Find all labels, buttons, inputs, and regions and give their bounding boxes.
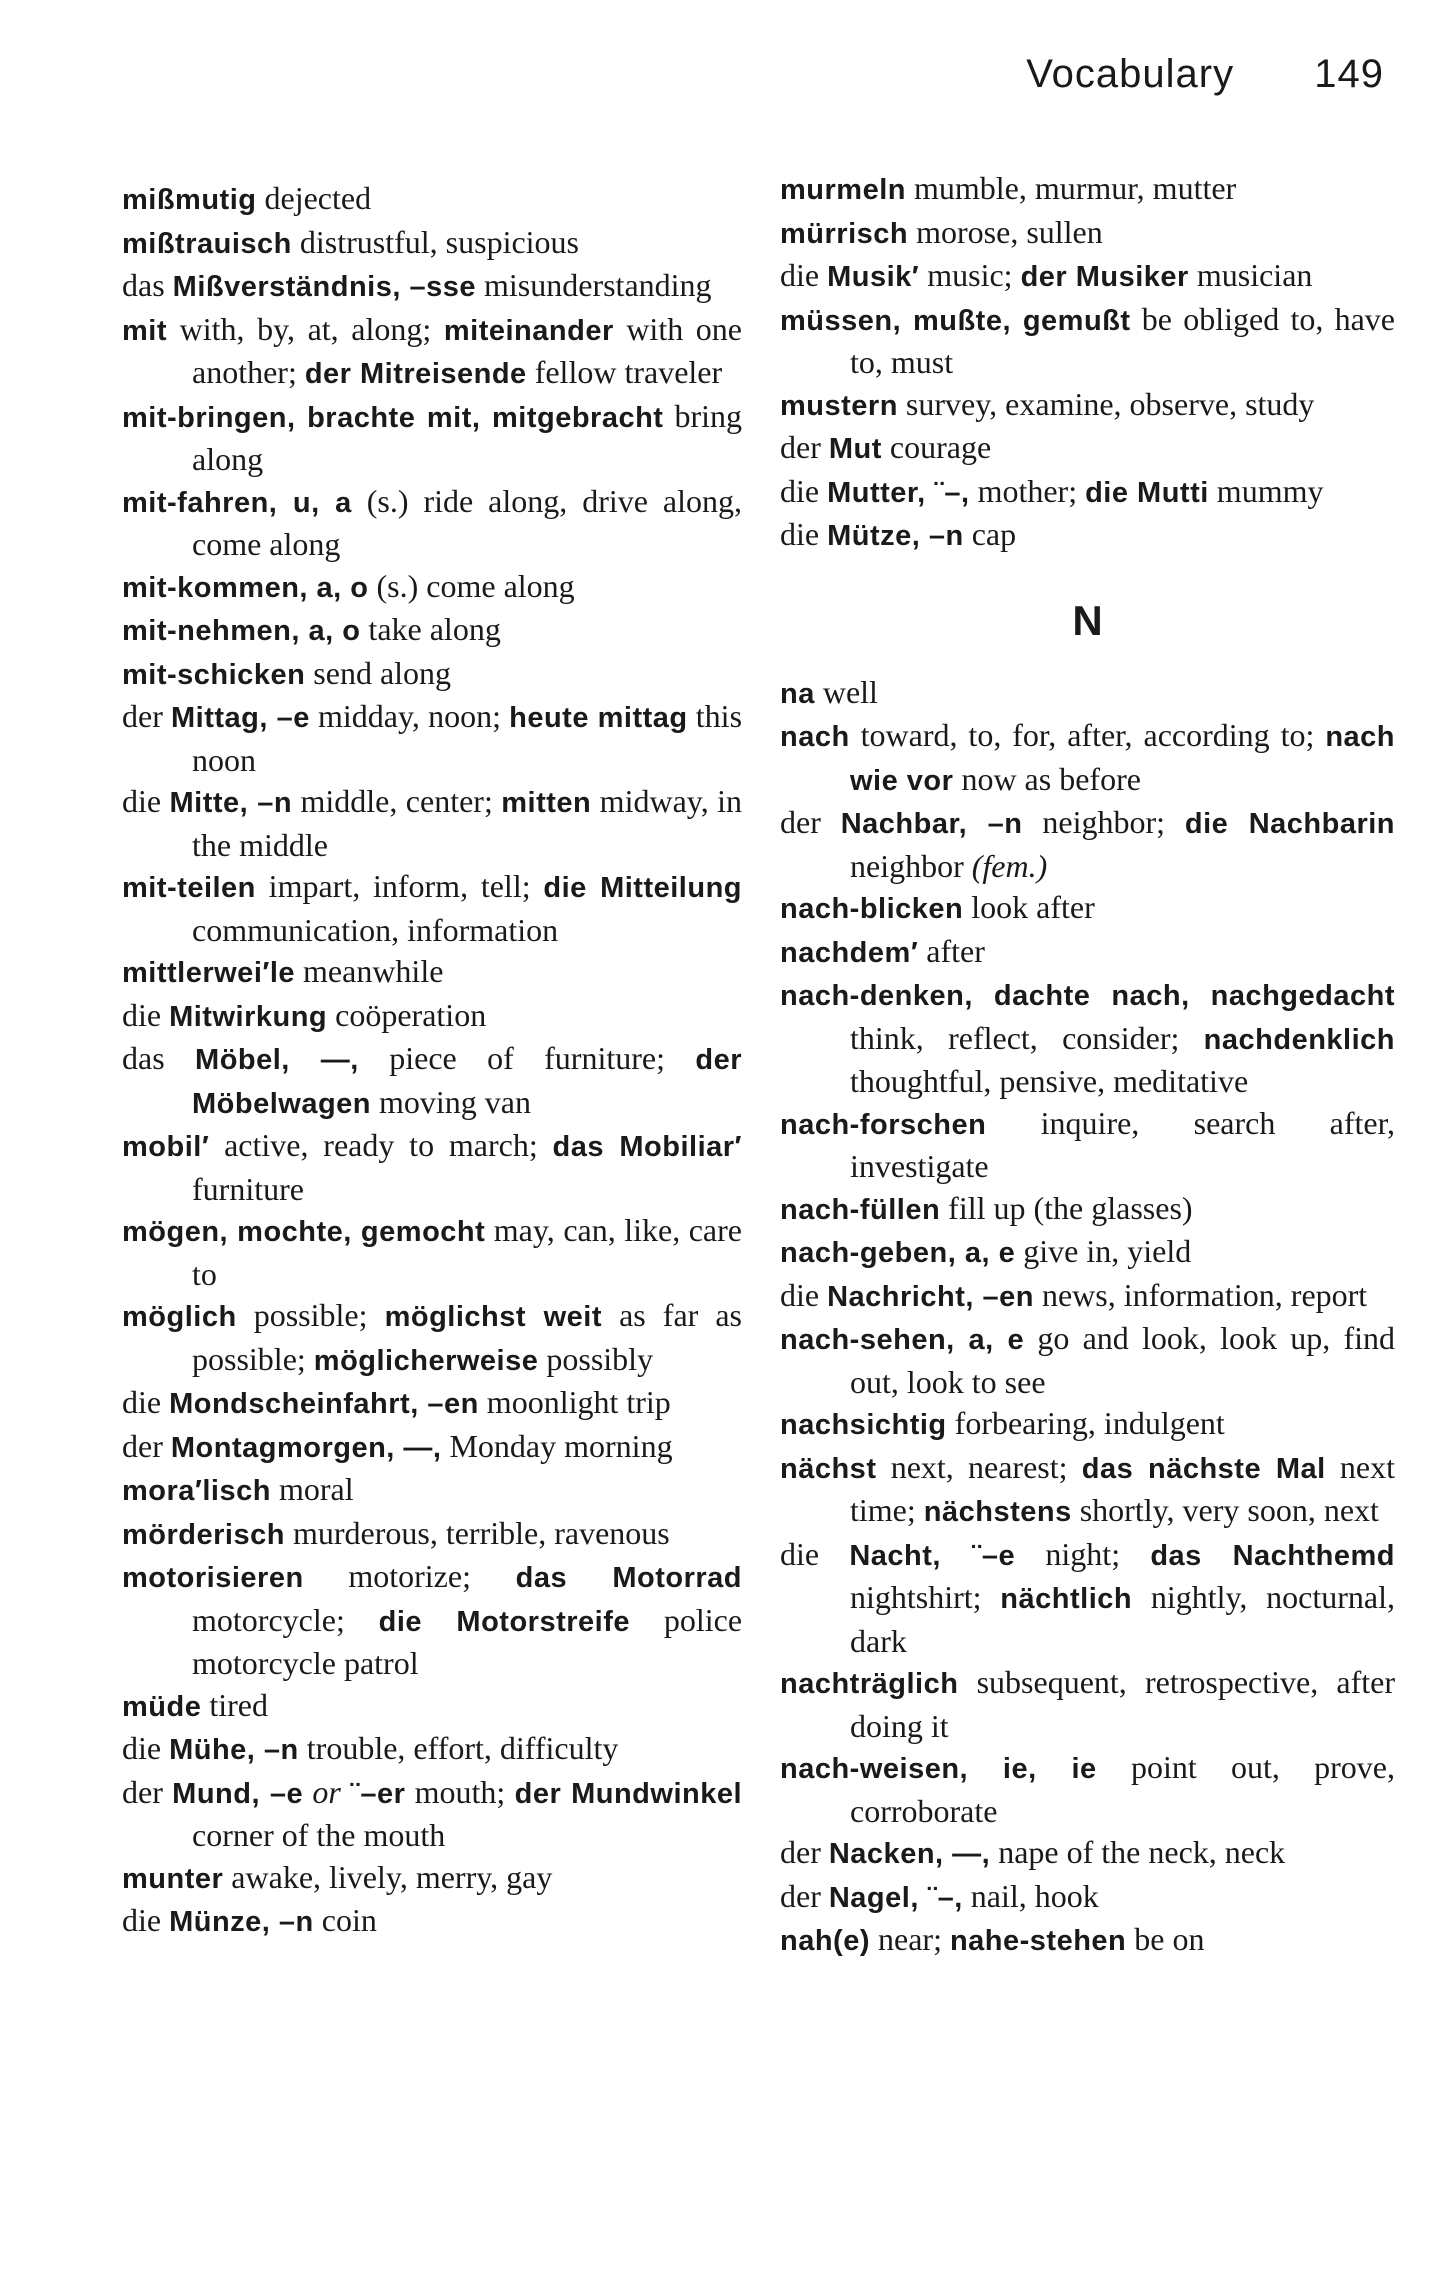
gloss-text: mummy	[1208, 472, 1324, 509]
headword: der Möbelwagen	[192, 1044, 742, 1120]
headword: nachdem′	[780, 936, 919, 969]
gloss-text: morose, sullen	[908, 213, 1103, 250]
running-header	[1026, 52, 1384, 97]
headword: das Motorrad	[515, 1562, 742, 1594]
headword: murmeln	[780, 174, 906, 206]
headword: nächtlich	[1000, 1583, 1133, 1615]
gloss-text: inquire, search after, investigate	[850, 1104, 1395, 1184]
headword: nah(e)	[780, 1925, 870, 1957]
headword: Mitwirkung	[169, 1000, 328, 1033]
gloss-text: possible;	[236, 1297, 385, 1333]
vocab-entry	[122, 1382, 742, 1426]
gloss-text: point out, prove, corroborate	[850, 1749, 1396, 1829]
gloss-text: cap	[963, 516, 1017, 552]
gloss-text: give in, yield	[1015, 1233, 1192, 1269]
headword: mit-schicken	[122, 658, 306, 691]
headword: Mut	[828, 433, 882, 465]
headword: Mund, –e	[172, 1777, 304, 1810]
headword: nach wie vor	[850, 721, 1395, 797]
headword: mitten	[501, 787, 592, 819]
gloss-text: awake, lively, merry, gay	[223, 1858, 553, 1895]
gloss-text: fill up (the glasses)	[940, 1189, 1193, 1226]
headword: nachträglich	[780, 1668, 959, 1700]
vocab-entry	[122, 566, 742, 610]
headword: die Mitteilung	[543, 872, 742, 904]
gloss-text: thoughtful, pensive, meditative	[850, 1063, 1249, 1099]
vocab-entry	[122, 1469, 742, 1513]
italic-note: or	[303, 1773, 351, 1810]
gloss-text: coin	[313, 1902, 377, 1938]
vocab-entry	[122, 222, 742, 266]
gloss-text: neighbor;	[1022, 804, 1185, 840]
gloss-text: now as before	[953, 760, 1141, 797]
gloss-text: think, reflect, consider;	[850, 1019, 1204, 1056]
headword: nachdenklich	[1203, 1023, 1395, 1056]
vocab-entry	[122, 951, 742, 995]
page-number: 149	[1314, 52, 1384, 96]
gloss-text: der	[122, 1427, 171, 1464]
gloss-text: der	[780, 804, 841, 840]
headword: mögen, mochte, gemocht	[122, 1216, 486, 1248]
headword: munter	[122, 1862, 224, 1895]
gloss-text: moral	[270, 1471, 354, 1507]
gloss-text: communication, information	[192, 911, 559, 948]
headword: miteinander	[443, 314, 614, 347]
vocab-entry	[122, 781, 742, 866]
headword: nach	[780, 721, 850, 753]
gloss-text: (s.) come along	[368, 567, 575, 604]
headword: Mühe, –n	[169, 1734, 299, 1766]
gloss-text: may, can, like, care to	[192, 1212, 742, 1292]
headword: Musik′	[827, 261, 920, 293]
gloss-text: das	[122, 267, 173, 303]
gloss-text: with one another;	[192, 310, 743, 390]
vocab-entry	[122, 995, 742, 1039]
vocab-entry	[780, 1403, 1395, 1447]
gloss-text: furniture	[192, 1170, 304, 1207]
vocab-entry	[122, 1038, 742, 1125]
headword: das Nachthemd	[1150, 1539, 1395, 1572]
gloss-text: fellow traveler	[526, 354, 723, 390]
headword: Nachbar, –n	[840, 808, 1023, 840]
gloss-text: die	[122, 1384, 170, 1420]
headword: na	[780, 677, 815, 710]
gloss-text: next time;	[850, 1448, 1396, 1528]
gloss-text: trouble, effort, difficulty	[298, 1730, 619, 1766]
gloss-text: die	[780, 472, 828, 509]
vocab-entry	[780, 1662, 1395, 1747]
headword: Mütze, –n	[827, 520, 964, 552]
headword: möglicherweise	[313, 1344, 539, 1377]
gloss-text: die	[780, 1276, 828, 1313]
vocab-entry	[122, 1685, 742, 1729]
gloss-text: shortly, very soon, next	[1071, 1492, 1379, 1528]
header-title: Vocabulary	[1026, 52, 1235, 96]
gloss-text: as far as possible;	[192, 1297, 743, 1377]
headword: das Mobiliar′	[552, 1131, 742, 1163]
vocab-entry	[780, 1103, 1395, 1188]
gloss-text: mumble, murmur, mutter	[905, 170, 1237, 206]
vocab-entry	[780, 384, 1395, 428]
headword: mora′lisch	[122, 1475, 271, 1507]
vocab-entry	[122, 309, 742, 396]
vocab-entry	[780, 1318, 1395, 1403]
gloss-text: bring along	[192, 397, 743, 477]
headword: heute mittag	[509, 702, 688, 734]
vocab-entry	[122, 1772, 742, 1857]
vocab-entry	[122, 1295, 742, 1382]
gloss-text: be obliged to, have to, must	[850, 300, 1396, 380]
gloss-text: take along	[360, 611, 501, 647]
gloss-text: police motorcycle patrol	[192, 1601, 743, 1681]
headword: die Nachbarin	[1184, 808, 1396, 840]
headword: das nächste Mal	[1081, 1452, 1326, 1485]
vocab-entry	[780, 1832, 1395, 1876]
headword: möglichst weit	[384, 1301, 603, 1333]
vocab-entry	[122, 1125, 742, 1210]
gloss-text: meanwhile	[295, 953, 444, 989]
italic-note: (fem.)	[971, 847, 1048, 884]
gloss-text: nightshirt;	[850, 1579, 1001, 1615]
headword: mobil′	[122, 1131, 210, 1163]
headword: nahe-stehen	[949, 1925, 1127, 1957]
gloss-text: der	[780, 1877, 829, 1914]
vocab-entry	[122, 1556, 742, 1685]
gloss-text: der	[780, 429, 829, 465]
gloss-text: midday, noon;	[309, 698, 510, 734]
vocab-entry	[780, 1534, 1395, 1663]
right-column	[780, 168, 1395, 1963]
gloss-text: moving van	[371, 1083, 531, 1120]
vocab-entry	[780, 212, 1395, 256]
headword: nach-sehen, a, e	[780, 1324, 1025, 1356]
vocab-entry	[780, 802, 1395, 887]
headword: mißmutig	[122, 184, 257, 216]
headword: mit	[122, 314, 167, 347]
headword: mustern	[780, 389, 898, 422]
vocab-entry	[122, 696, 742, 781]
gloss-text: der	[122, 698, 171, 734]
headword: Mitte, –n	[169, 787, 293, 819]
gloss-text: go and look, look up, find out, look to see	[850, 1320, 1395, 1400]
vocab-entry	[780, 1231, 1395, 1275]
gloss-text: nightly, nocturnal, dark	[850, 1579, 1396, 1659]
gloss-text: die	[780, 257, 828, 293]
headword: mit-bringen, brachte mit, mitgebracht	[122, 401, 664, 434]
gloss-text: die	[122, 1730, 170, 1766]
headword: die Mutti	[1085, 476, 1209, 509]
gloss-text: motorcycle;	[192, 1601, 379, 1638]
headword: Mondscheinfahrt, –en	[169, 1388, 479, 1420]
gloss-text: motorize;	[303, 1558, 516, 1594]
vocab-entry	[780, 1747, 1395, 1832]
gloss-text: subsequent, retrospective, after doing it	[850, 1664, 1395, 1744]
headword: mit-nehmen, a, o	[122, 615, 361, 647]
gloss-text: der	[122, 1773, 173, 1810]
vocab-entry	[780, 1275, 1395, 1319]
gloss-text: impart, inform, tell;	[255, 868, 544, 904]
headword: mit-kommen, a, o	[122, 571, 369, 604]
gloss-text: active, ready to march;	[209, 1127, 553, 1163]
headword: Münze, –n	[169, 1906, 314, 1938]
vocab-entry	[780, 427, 1395, 471]
gloss-text: next, nearest;	[876, 1448, 1082, 1485]
gloss-text: corner of the mouth	[192, 1817, 446, 1853]
gloss-text: news, information, report	[1033, 1276, 1368, 1313]
gloss-text: midway, in the middle	[192, 783, 742, 863]
vocab-entry	[780, 931, 1395, 975]
vocab-entry	[780, 672, 1395, 716]
gloss-text: middle, center;	[292, 783, 502, 819]
headword: Möbel, —,	[195, 1044, 359, 1076]
vocab-entry	[780, 299, 1395, 384]
vocab-entry	[122, 653, 742, 697]
vocab-entry	[122, 1857, 742, 1901]
headword: mürrisch	[780, 217, 909, 250]
gloss-text: mouth;	[405, 1773, 515, 1810]
headword: nach-forschen	[780, 1108, 987, 1141]
headword: Nagel, ¨–,	[828, 1881, 963, 1914]
gloss-text: near;	[870, 1921, 950, 1957]
gloss-text: die	[780, 1535, 850, 1572]
gloss-text: mother;	[969, 472, 1086, 509]
right-column-bottom-entries	[780, 672, 1395, 1963]
headword: nach-füllen	[780, 1193, 941, 1226]
headword: nachsichtig	[780, 1409, 947, 1441]
gloss-text: this noon	[192, 698, 743, 778]
headword: mißtrauisch	[122, 227, 292, 260]
headword: motorisieren	[122, 1562, 304, 1594]
gloss-text: das	[122, 1040, 196, 1076]
gloss-text: music;	[919, 257, 1021, 293]
headword: nach-blicken	[780, 893, 964, 925]
vocab-entry	[122, 1900, 742, 1944]
gloss-text: neighbor	[850, 847, 972, 884]
gloss-text: courage	[881, 429, 992, 465]
headword: Nachricht, –en	[827, 1280, 1034, 1313]
gloss-text: possibly	[538, 1340, 654, 1377]
vocab-entry	[122, 609, 742, 653]
gloss-text: musician	[1188, 257, 1313, 293]
vocab-entry	[122, 396, 742, 481]
headword: nächst	[780, 1452, 877, 1485]
headword: die Motorstreife	[378, 1605, 631, 1638]
vocab-entry	[122, 1513, 742, 1557]
headword: mörderisch	[122, 1518, 285, 1551]
headword: nach-denken, dachte nach, nachgedacht	[780, 980, 1395, 1012]
vocab-entry	[780, 974, 1395, 1103]
headword: Nacht, ¨–e	[849, 1539, 1016, 1572]
headword: Montagmorgen, —,	[170, 1431, 442, 1464]
headword: Mutter, ¨–,	[827, 476, 970, 509]
vocab-entry	[780, 255, 1395, 299]
vocab-entry	[780, 471, 1395, 515]
gloss-text: toward, to, for, after, according to;	[849, 717, 1326, 753]
gloss-text: Monday morning	[441, 1427, 673, 1464]
gloss-text: nail, hook	[962, 1877, 1099, 1914]
gloss-text: tired	[201, 1686, 268, 1723]
gloss-text: after	[918, 932, 985, 969]
gloss-text: (s.) ride along, drive along, come along	[192, 482, 743, 562]
gloss-text: survey, examine, observe, study	[897, 385, 1315, 422]
vocab-entry	[780, 887, 1395, 931]
vocab-entry	[122, 1210, 742, 1295]
headword: müssen, mußte, gemußt	[780, 304, 1131, 337]
gloss-text: die	[122, 783, 170, 819]
headword: Mißverständnis, –sse	[172, 271, 476, 303]
gloss-text: moonlight trip	[478, 1384, 671, 1420]
headword: ¨–er	[350, 1777, 406, 1810]
vocab-entry	[122, 866, 742, 951]
headword: Mittag, –e	[171, 702, 310, 734]
gloss-text: with, by, at, along;	[167, 310, 444, 347]
gloss-text: look after	[963, 889, 1095, 925]
gloss-text: dejected	[256, 180, 372, 216]
headword: nach-weisen, ie, ie	[780, 1753, 1097, 1785]
headword: der Mundwinkel	[514, 1777, 743, 1810]
gloss-text: send along	[305, 654, 452, 691]
headword: nach-geben, a, e	[780, 1237, 1016, 1269]
vocab-entry	[780, 1919, 1395, 1963]
vocab-entry	[780, 1188, 1395, 1232]
headword: der Mitreisende	[304, 358, 527, 390]
vocab-entry	[122, 178, 742, 222]
gloss-text: be on	[1126, 1921, 1205, 1957]
vocab-entry	[122, 481, 742, 566]
right-column-top-entries	[780, 168, 1395, 558]
headword: möglich	[122, 1301, 237, 1333]
gloss-text: der	[780, 1834, 829, 1870]
gloss-text: piece of furniture;	[358, 1040, 696, 1076]
vocab-entry	[122, 1426, 742, 1470]
vocab-entry	[780, 168, 1395, 212]
gloss-text: nape of the neck, neck	[990, 1834, 1286, 1870]
vocab-entry	[780, 514, 1395, 558]
gloss-text: die	[122, 996, 170, 1033]
gloss-text: murderous, terrible, ravenous	[284, 1514, 670, 1551]
headword: Nacken, —,	[828, 1838, 991, 1870]
gloss-text: die	[780, 516, 828, 552]
headword: müde	[122, 1690, 202, 1723]
gloss-text: well	[814, 673, 878, 710]
vocab-entry	[780, 1876, 1395, 1920]
gloss-text: die	[122, 1902, 170, 1938]
headword: mittlerwei′le	[122, 957, 296, 989]
gloss-text: forbearing, indulgent	[946, 1405, 1225, 1441]
headword: nächstens	[923, 1496, 1072, 1528]
vocab-entry	[780, 1447, 1395, 1534]
vocab-entry	[122, 1728, 742, 1772]
gloss-text: misunderstanding	[476, 267, 712, 303]
gloss-text: night;	[1015, 1535, 1151, 1572]
vocab-entry	[780, 715, 1395, 802]
headword: mit-fahren, u, a	[122, 486, 352, 519]
section-letter: N	[1072, 596, 1103, 644]
headword: der Musiker	[1020, 261, 1189, 293]
vocab-entry	[122, 265, 742, 309]
left-column	[122, 178, 742, 1944]
gloss-text: distrustful, suspicious	[291, 223, 579, 260]
headword: mit-teilen	[122, 872, 256, 904]
gloss-text: coöperation	[327, 996, 487, 1033]
